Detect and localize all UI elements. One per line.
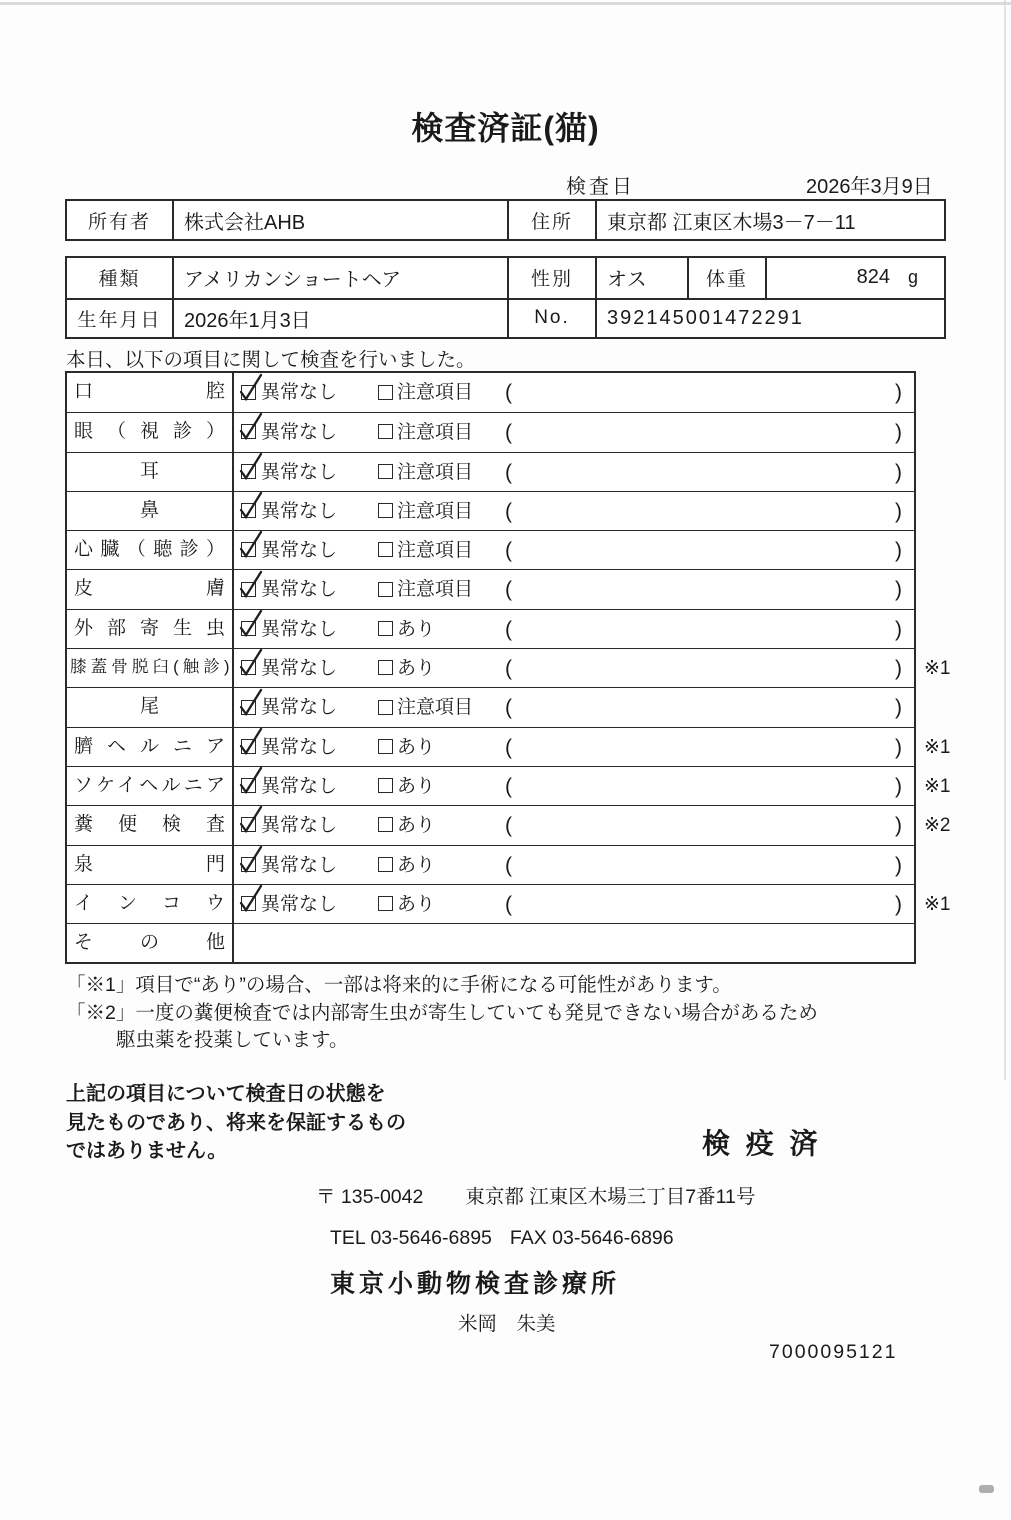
disclaimer-line: 上記の項目について検査日の状態を [66,1083,386,1105]
checked-checkbox-icon [241,464,256,479]
unchecked-checkbox-icon [378,739,393,754]
paren-close: ) [895,696,902,720]
item-content [234,649,914,687]
paren-close: ) [895,853,902,877]
inspection-row [67,569,914,608]
weight-unit: g [907,267,918,288]
item-content [234,885,914,923]
birthdate-label: 生年月日 [67,298,172,338]
item-label: 糞便検査 [67,806,234,844]
clinic-name: 東京小動物検査診療所 [330,1270,621,1298]
footnote-line: 「※2」一度の糞便検査では内部寄生虫が寄生していても発見できない場合があるため [66,1001,818,1024]
inspection-row [67,923,914,962]
checked-checkbox-icon [241,503,256,518]
disclaimer [66,1080,486,1166]
checked-checkbox-icon [241,582,256,597]
paren-open: ( [505,657,512,681]
paren-close: ) [895,381,902,404]
unchecked-checkbox-icon [378,778,393,793]
paren-open: ( [505,853,512,877]
inspection-row [67,805,951,844]
postal-code: 〒 135-0042 [316,1186,424,1208]
checked-checkbox-icon [241,778,256,793]
scan-artifact-right-edge [1004,0,1006,1080]
item-label: 鼻 [67,492,234,530]
item-label: その他 [67,924,234,962]
no-abnormality-label: 異常なし [261,579,338,601]
item-content [234,924,914,962]
paren-close: ) [895,735,902,759]
checked-checkbox-icon [241,739,256,754]
tel-line [330,1227,674,1250]
inspection-row [67,845,914,884]
no-label: No. [507,298,595,338]
paren-close: ) [895,539,902,563]
item-content [234,767,914,805]
intro-text: 本日、以下の項目に関して検査を行いました。 [66,349,476,371]
quarantine-stamp: 検 疫 済 [702,1128,822,1159]
inspection-row [67,452,914,491]
scan-artifact-smudge [979,1485,994,1493]
item-content [234,570,914,608]
item-label: 口腔 [67,373,234,412]
row-note: ※1 [924,893,951,915]
item-content [234,806,914,844]
paren-close: ) [895,460,902,484]
no-abnormality-label: 異常なし [261,540,338,562]
checked-checkbox-icon [241,896,256,911]
no-abnormality-label: 異常なし [261,736,338,758]
owner-table [65,199,946,241]
checked-checkbox-icon [241,424,256,439]
item-label: 眼（視診） [67,413,234,451]
unchecked-checkbox-icon [378,464,393,479]
page-title: 検査済証(猫) [411,110,600,146]
owner-label: 所有者 [87,211,151,233]
attention-label: 注意項目 [397,579,474,601]
paren-open: ( [505,735,512,759]
footnote-line: 駆虫薬を投薬しています。 [116,1029,349,1051]
animal-table [65,256,946,339]
disclaimer-line: ではありません。 [66,1140,228,1162]
unchecked-checkbox-icon [378,857,393,872]
inspection-row [67,766,951,805]
item-label: 外部寄生虫 [67,610,234,648]
fax-number: FAX 03-5646-6896 [509,1227,674,1249]
paren-open: ( [505,381,512,404]
no-abnormality-label: 異常なし [261,461,338,483]
unchecked-checkbox-icon [378,896,393,911]
attention-label: あり [397,854,436,876]
inspection-date-value: 2026年3月9日 [806,176,933,198]
footnote-line: 「※1」項目で“あり”の場合、一部は将来的に手術になる可能性があります。 [66,974,732,996]
address-value: 東京都 江東区木場3－7－11 [595,201,944,239]
checked-checkbox-icon [241,817,256,832]
item-content [234,846,914,884]
row-note: ※1 [924,736,951,758]
inspection-row [67,373,914,412]
row-note: ※2 [924,815,951,837]
paren-close: ) [895,617,902,641]
inspection-row [67,609,914,648]
unchecked-checkbox-icon [378,660,393,675]
attention-label: あり [397,893,436,915]
breed-label: 種類 [98,269,141,291]
attention-label: 注意項目 [397,540,474,562]
unchecked-checkbox-icon [378,424,393,439]
inspection-row [67,412,914,451]
inspection-table [65,371,951,964]
inspection-row [67,491,914,530]
checked-checkbox-icon [241,385,256,400]
item-content [234,610,914,648]
item-label: 心臓（聴診） [67,531,234,569]
no-abnormality-label: 異常なし [261,815,338,837]
item-content [234,531,914,569]
no-abnormality-label: 異常なし [261,382,338,403]
unchecked-checkbox-icon [378,542,393,557]
attention-label: 注意項目 [397,382,474,403]
item-label: 耳 [67,453,234,491]
item-content [234,373,914,412]
attention-label: あり [397,736,436,758]
inspection-row [67,530,914,569]
item-label: 泉門 [67,846,234,884]
checked-checkbox-icon [241,660,256,675]
paren-open: ( [505,696,512,720]
weight-label: 体重 [687,258,765,298]
attention-label: あり [397,658,436,680]
paren-open: ( [505,814,512,838]
clinic-address: 東京都 江東区木場三丁目7番11号 [465,1186,756,1208]
no-abnormality-label: 異常なし [261,618,338,640]
attention-label: あり [397,618,436,640]
unchecked-checkbox-icon [378,582,393,597]
item-content [234,453,914,491]
paren-open: ( [505,499,512,523]
tel-number: TEL 03-5646-6895 [330,1227,492,1249]
no-abnormality-label: 異常なし [261,775,338,797]
inspection-row [67,687,914,726]
paren-open: ( [505,578,512,602]
item-content [234,492,914,530]
attention-label: 注意項目 [397,500,474,522]
paren-close: ) [895,578,902,602]
birthdate-value: 2026年1月3日 [172,298,507,338]
paren-open: ( [505,421,512,445]
no-abnormality-label: 異常なし [261,697,338,719]
weight-value: 824 [856,266,890,289]
item-label: 臍ヘルニア [67,728,234,766]
address-label: 住所 [507,201,595,239]
paren-close: ) [895,892,902,916]
item-label: 尾 [67,688,234,726]
paren-close: ) [895,421,902,445]
item-content [234,688,914,726]
no-abnormality-label: 異常なし [261,422,338,444]
checked-checkbox-icon [241,542,256,557]
vet-name: 米岡 朱美 [458,1313,556,1335]
paren-open: ( [505,892,512,916]
row-note: ※1 [924,658,951,680]
paren-open: ( [505,774,512,798]
no-abnormality-label: 異常なし [261,500,338,522]
item-label: 膝蓋骨脱臼(触診) [67,649,234,687]
checked-checkbox-icon [241,857,256,872]
no-abnormality-label: 異常なし [261,893,338,915]
inspection-row [67,727,951,766]
sex-label: 性別 [507,258,595,298]
attention-label: 注意項目 [397,697,474,719]
postal-line [316,1181,755,1209]
unchecked-checkbox-icon [378,700,393,715]
footnotes [66,972,906,1055]
unchecked-checkbox-icon [378,385,393,400]
paren-open: ( [505,460,512,484]
paren-open: ( [505,539,512,563]
unchecked-checkbox-icon [378,621,393,636]
disclaimer-line: 見たものであり、将来を保証するもの [66,1111,406,1134]
paren-close: ) [895,814,902,838]
item-label: ソケイヘルニア [67,767,234,805]
no-abnormality-label: 異常なし [261,658,338,680]
paren-close: ) [895,499,902,523]
inspection-date-label: 検査日 [566,176,635,198]
no-abnormality-label: 異常なし [261,854,338,876]
attention-label: あり [397,775,436,797]
paren-close: ) [895,657,902,681]
attention-label: あり [397,815,436,837]
inspection-row [67,884,951,923]
unchecked-checkbox-icon [378,503,393,518]
item-label: 皮膚 [67,570,234,608]
checked-checkbox-icon [241,700,256,715]
owner-value: 株式会社AHB [172,201,507,239]
item-content [234,728,914,766]
paren-open: ( [505,617,512,641]
sex-value: オス [595,258,687,298]
document-number: 7000095121 [769,1341,898,1363]
inspection-row [67,648,951,687]
row-note: ※1 [924,775,951,797]
breed-value: アメリカンショートヘア [172,258,507,298]
item-content [234,413,914,451]
checked-checkbox-icon [241,621,256,636]
unchecked-checkbox-icon [378,817,393,832]
no-value: 392145001472291 [595,298,944,338]
attention-label: 注意項目 [397,461,474,483]
item-label: インコウ [67,885,234,923]
paren-close: ) [895,774,902,798]
attention-label: 注意項目 [397,422,474,444]
scan-artifact-top-edge [0,2,1011,5]
weight-cell [765,258,944,298]
